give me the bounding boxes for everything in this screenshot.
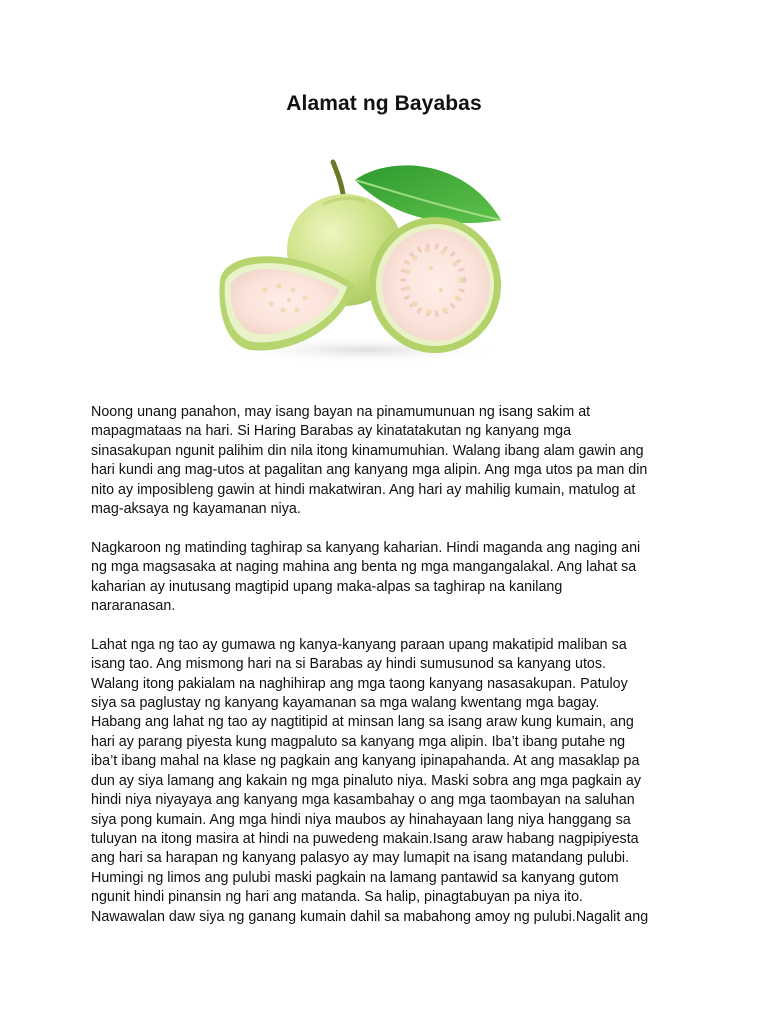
paragraph-1: Noong unang panahon, may isang bayan na pinamumunuan ng isang sakim at mapagmataas na hari. Si Haring Barabas ay kinatatakutan ng kanyang mga sinasakupan ngunit palihim din nila itong kinamumuhian. Walang ibang alam gawin ang hari kundi ang mag-utos at pagalitan ang kanyang mga alipin. Ang mga utos pa man din nito ay imposibleng gawin at hindi makatwiran. Ang hari ay mahilig kumain, matulog at mag-aksaya ng kayamanan niya. [91,404,648,518]
guava-fruit-icon [205,150,515,375]
guava-illustration [205,150,515,375]
paragraph-2: Nagkaroon ng matinding taghirap sa kanyang kaharian. Hindi maganda ang naging ani ng mga magsasaka at naging mahina ang benta ng mga mangangalakal. Ang lahat sa kaharian ay inutusang magtipid upang maka-alpas sa taghirap na kanilang nararanasan. [91,539,641,615]
paragraph-3: Lahat nga ng tao ay gumawa ng kanya-kanyang paraan upang makatipid maliban sa isang tao. Ang mismong hari na si Barabas ay hindi sumusunod sa kanyang utos. Walang itong pakialam na naghihirap ang mga taong kanyang nasasakupan. Patuloy siya sa paglustay ng kanyang kayamanan sa mga walang kwentang mga bagay. Habang ang lahat ng tao ay nagtitipid at minsan lang sa isang araw kung kumain, ang hari ay parang piyesta kung magpaluto sa kanyang mga alipin. Iba’t ibang putahe ng iba’t ibang mahal na klase ng pagkain ang kanyang ipinapahanda. At ang masaklap pa dun ay siya lamang ang kakain ng mga pinaluto niya. Maski sobra ang mga pagkain ay hindi niya niyayaya ang kanyang mga kasambahay o ang mga taombayan na saluhan siya pong kumain. Ang mga hindi niya maubos ay hinahayaan lang niya hanggang sa tuluyan na itong masira at hindi na puwedeng makain.Isang araw habang nagpipiyesta ang hari sa harapan ng kanyang palasyo ay may lumapit na isang matandang pulubi. Humingi ng limos ang pulubi maski pagkain na lamang pantawid sa kanyang gutom ngunit hindi pinansin ng hari ang matanda. Sa halip, pinagtabuyan pa niya ito. Nawawalan daw siya ng ganang kumain dahil sa mabahong amoy ng pulubi.Nagalit ang [91,636,649,925]
story-body [91,403,696,946]
page-title: Alamat ng Bayabas [286,92,482,115]
